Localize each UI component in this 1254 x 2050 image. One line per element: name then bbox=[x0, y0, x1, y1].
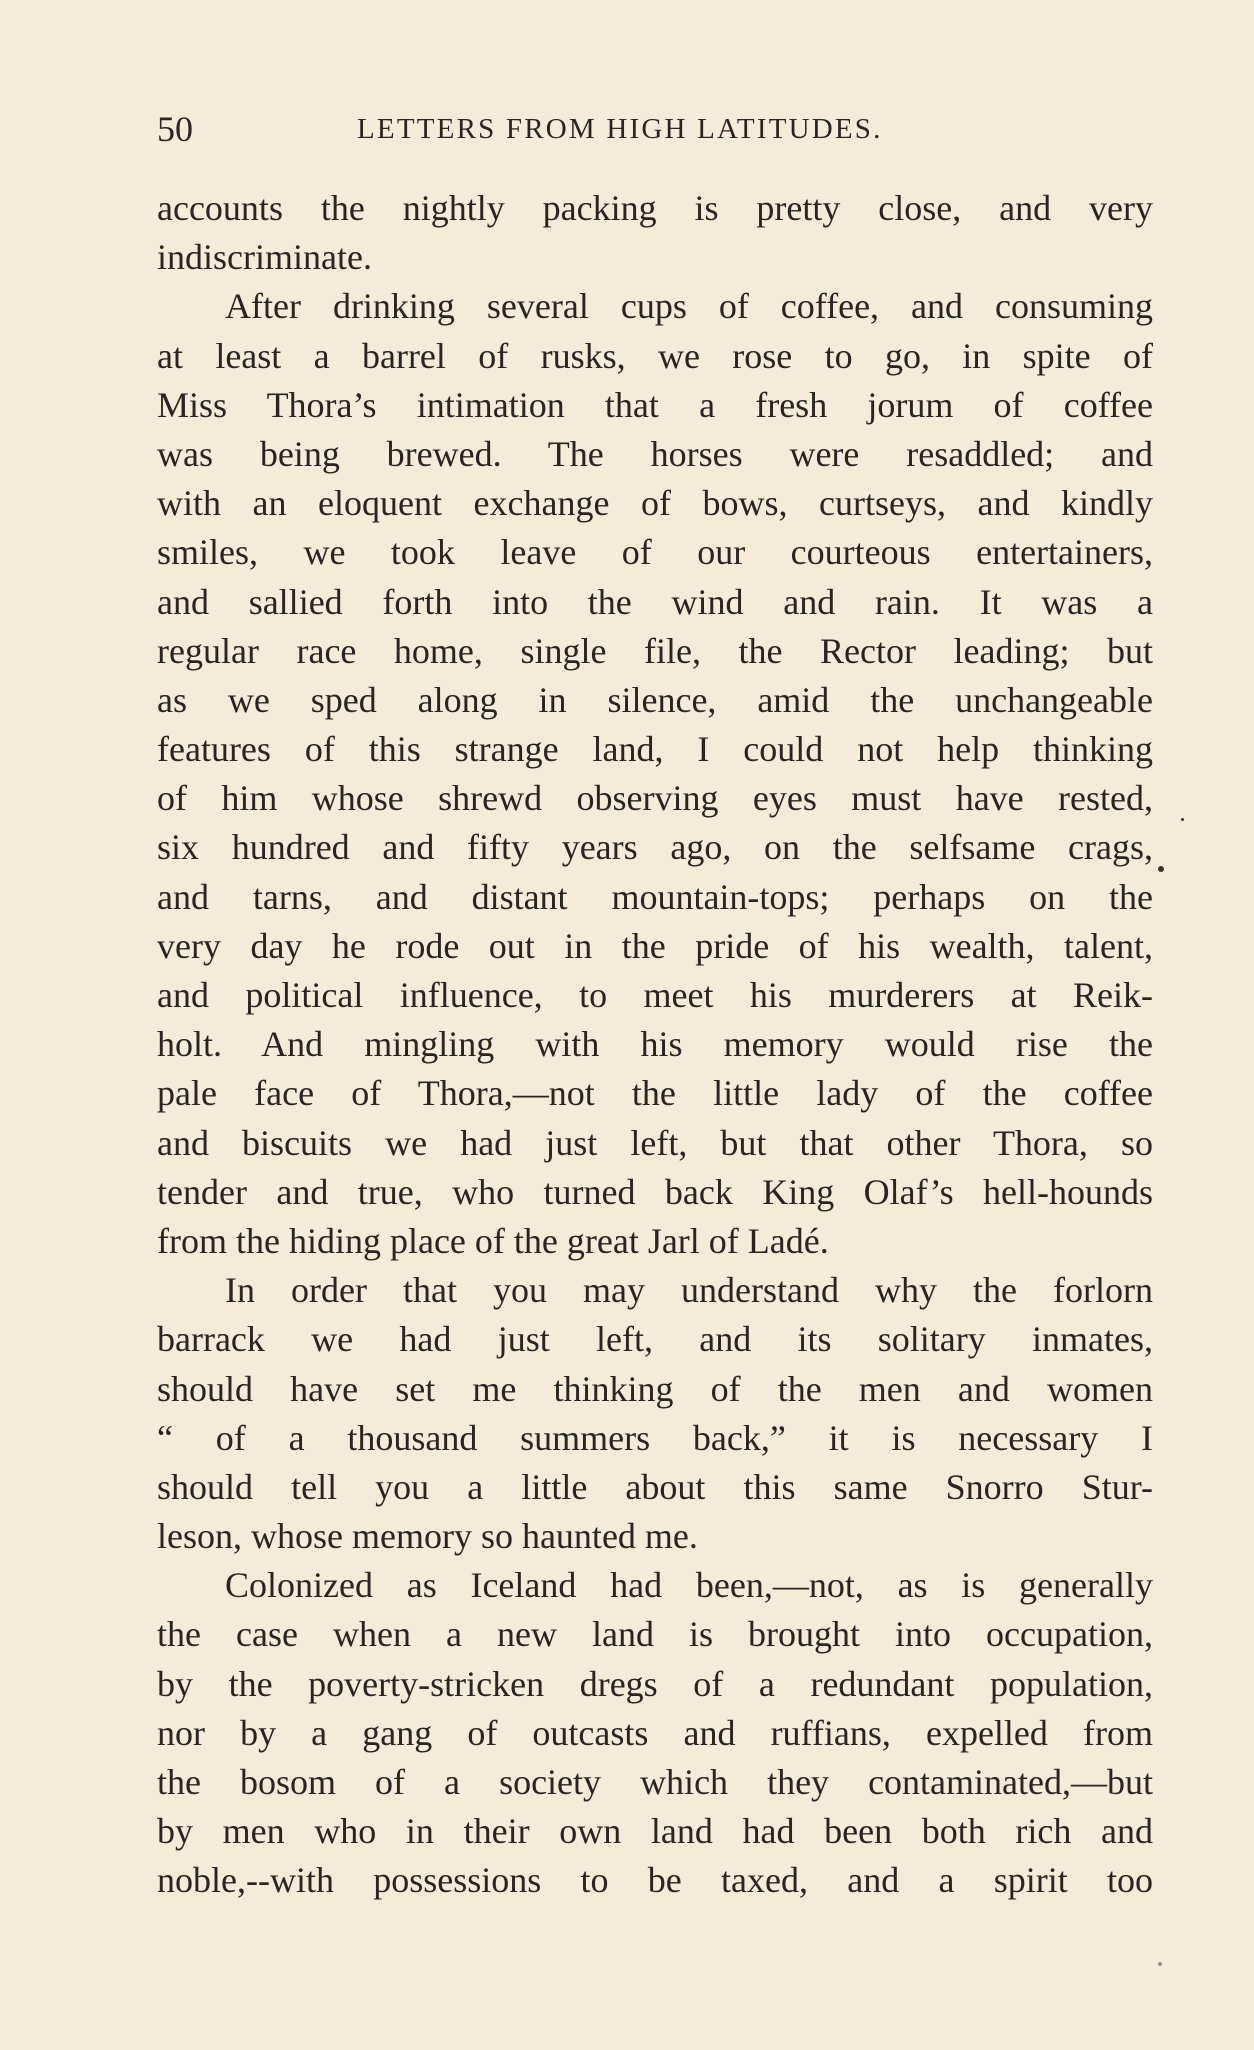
text-line: pale face of Thora,—not the little lady of the coffee bbox=[157, 1073, 1153, 1114]
text-line: the bosom of a society which they contaminated,—but bbox=[157, 1762, 1153, 1802]
text-line: and political influence, to meet his murderers at Reik- bbox=[157, 975, 1153, 1015]
text-line: and tarns, and distant mountain-tops; perhaps on the bbox=[157, 876, 1153, 917]
running-title: LETTERS FROM HIGH LATITUDES. bbox=[357, 113, 883, 145]
text-line: Miss Thora’s intimation that a fresh jorum of coffee bbox=[157, 384, 1153, 425]
text-line: of him whose shrewd observing eyes must have rested, bbox=[157, 778, 1153, 819]
text-line: with an eloquent exchange of bows, curtseys, and kindly bbox=[157, 483, 1153, 524]
ink-speck bbox=[1158, 1962, 1162, 1966]
page-number: 50 bbox=[157, 109, 193, 149]
text-line: barrack we had just left, and its solitary inmates, bbox=[157, 1319, 1153, 1360]
text-line: leson, whose memory so haunted me. bbox=[157, 1516, 698, 1557]
paragraph-first-line: In order that you may understand why the forlorn bbox=[225, 1270, 1153, 1311]
ink-speck bbox=[1181, 818, 1184, 821]
text-line: accounts the nightly packing is pretty close, and very bbox=[157, 188, 1153, 228]
text-line: “ of a thousand summers back,” it is necessary I bbox=[157, 1417, 1153, 1458]
text-line: holt. And mingling with his memory would rise the bbox=[157, 1024, 1153, 1065]
paragraph-first-line: Colonized as Iceland had been,—not, as is generally bbox=[225, 1565, 1153, 1606]
text-line: at least a barrel of rusks, we rose to go, in spite of bbox=[157, 335, 1153, 376]
text-line: indiscriminate. bbox=[157, 237, 372, 278]
text-line: by the poverty-stricken dregs of a redundant population, bbox=[157, 1663, 1153, 1704]
text-line: the case when a new land is brought into occupation, bbox=[157, 1614, 1153, 1655]
body-text bbox=[157, 184, 1153, 1906]
text-line: by men who in their own land had been both rich and bbox=[157, 1811, 1153, 1852]
text-line: from the hiding place of the great Jarl of Ladé. bbox=[157, 1220, 829, 1261]
text-line: should have set me thinking of the men and women bbox=[157, 1368, 1153, 1409]
text-line: features of this strange land, I could not help thinking bbox=[157, 729, 1153, 770]
text-line: very day he rode out in the pride of his wealth, talent, bbox=[157, 925, 1153, 966]
text-line: was being brewed. The horses were resaddled; and bbox=[157, 433, 1153, 474]
text-line: regular race home, single file, the Rector leading; but bbox=[157, 630, 1153, 671]
text-line: should tell you a little about this same Snorro Stur- bbox=[157, 1466, 1153, 1507]
text-line: as we sped along in silence, amid the unchangeable bbox=[157, 679, 1153, 720]
paragraph-first-line: After drinking several cups of coffee, and consuming bbox=[225, 286, 1153, 327]
text-line: and sallied forth into the wind and rain. It was a bbox=[157, 581, 1153, 622]
text-line: nor by a gang of outcasts and ruffians, expelled from bbox=[157, 1712, 1153, 1753]
ink-speck bbox=[1158, 866, 1164, 872]
page-header bbox=[157, 106, 1157, 152]
text-line: smiles, we took leave of our courteous entertainers, bbox=[157, 532, 1153, 573]
text-line: noble,--with possessions to be taxed, and a spirit too bbox=[157, 1860, 1153, 1901]
text-line: and biscuits we had just left, but that other Thora, so bbox=[157, 1122, 1153, 1163]
text-line: tender and true, who turned back King Olaf’s hell-hounds bbox=[157, 1171, 1153, 1212]
text-line: six hundred and fifty years ago, on the selfsame crags, bbox=[157, 827, 1153, 868]
